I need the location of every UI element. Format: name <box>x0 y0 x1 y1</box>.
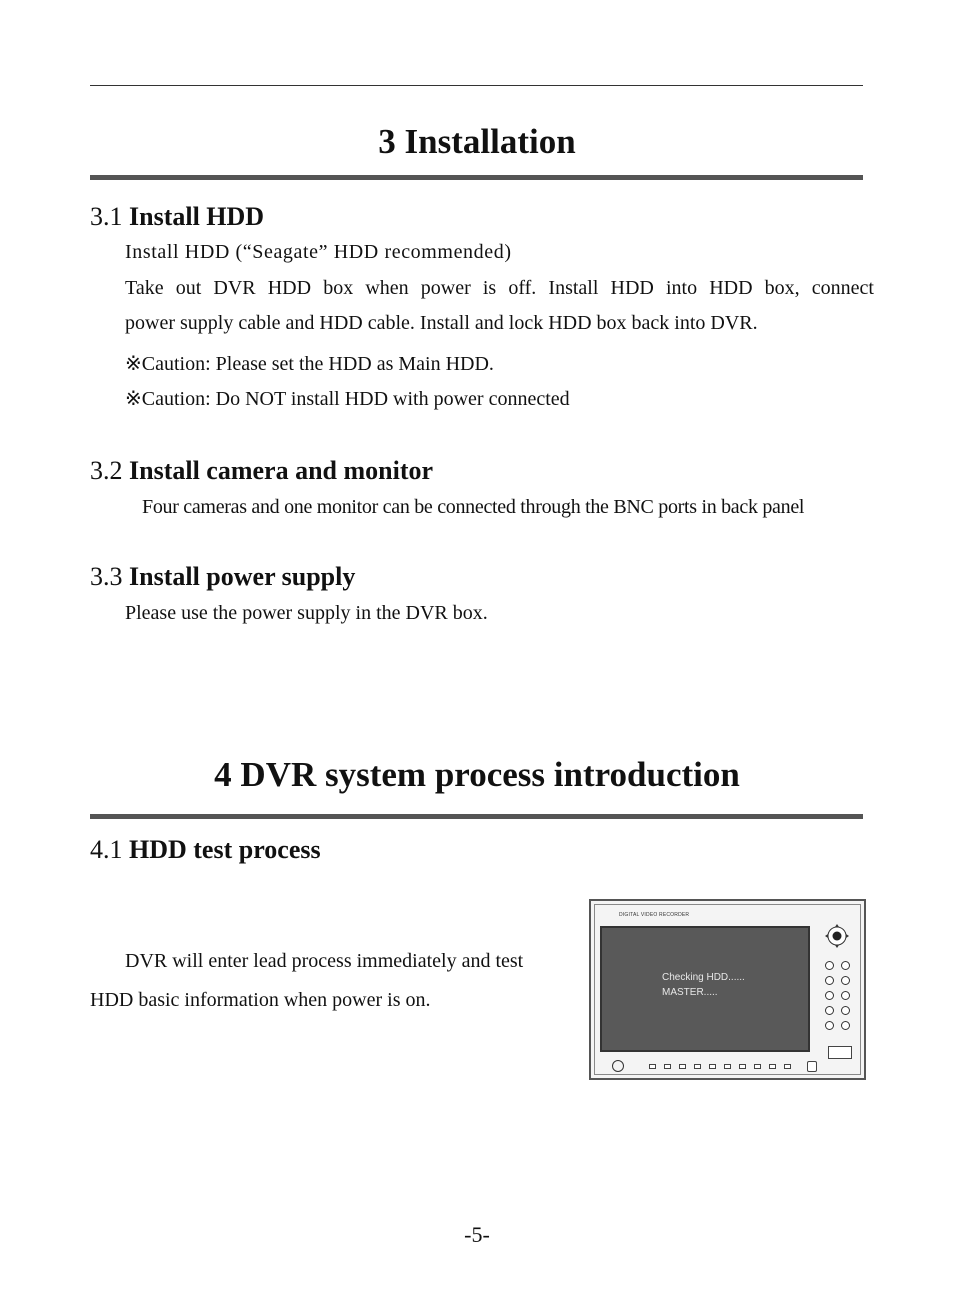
s31-line-1: Install HDD (“Seagate” HDD recommended) <box>125 241 512 263</box>
panel-button <box>825 961 834 970</box>
usb-slot <box>828 1046 852 1059</box>
s41-line-2: HDD basic information when power is on. <box>90 989 431 1011</box>
section-3-2-heading <box>90 456 433 486</box>
s41-line-1: DVR will enter lead process immediately and test <box>125 950 524 972</box>
panel-button <box>841 961 850 970</box>
panel-button <box>841 1021 850 1030</box>
front-button <box>724 1064 731 1069</box>
section-title: HDD test process <box>129 835 321 864</box>
front-button <box>649 1064 656 1069</box>
section-number: 3.1 <box>90 202 123 231</box>
dpad-icon <box>824 923 850 949</box>
panel-button <box>825 1006 834 1015</box>
front-button <box>784 1064 791 1069</box>
header-rule <box>90 85 863 86</box>
s33-text: Please use the power supply in the DVR box. <box>125 602 488 624</box>
dvr-screen <box>600 926 810 1052</box>
panel-button <box>825 991 834 1000</box>
section-number: 3.2 <box>90 456 123 485</box>
section-3-1-heading <box>90 202 264 232</box>
front-button <box>664 1064 671 1069</box>
caution-2: ※Caution: Do NOT install HDD with power connected <box>125 388 570 410</box>
s32-text: Four cameras and one monitor can be connected through the BNC ports in back panel <box>142 496 805 518</box>
front-button <box>739 1064 746 1069</box>
section-title: Install power supply <box>129 562 356 591</box>
power-icon <box>612 1060 624 1072</box>
section-4-1-heading <box>90 835 321 865</box>
screen-line-1: Checking HDD...... <box>662 972 745 983</box>
front-button <box>679 1064 686 1069</box>
panel-button <box>825 1021 834 1030</box>
dvr-figure <box>589 899 866 1080</box>
chapter-4-title: 4 DVR system process introduction <box>214 755 740 794</box>
chapter-4-rule <box>90 814 863 819</box>
page-number: -5- <box>464 1222 490 1247</box>
section-number: 3.3 <box>90 562 123 591</box>
front-button <box>754 1064 761 1069</box>
panel-button <box>841 1006 850 1015</box>
caution-1: ※Caution: Please set the HDD as Main HDD. <box>125 353 494 375</box>
s31-line-3: power supply cable and HDD cable. Install and lock HDD box back into DVR. <box>125 312 758 334</box>
screen-line-2: MASTER..... <box>662 987 718 998</box>
front-square-button <box>807 1061 817 1072</box>
section-number: 4.1 <box>90 835 123 864</box>
section-title: Install HDD <box>129 202 265 231</box>
chapter-3-title: 3 Installation <box>378 122 576 161</box>
panel-button <box>841 991 850 1000</box>
front-button <box>694 1064 701 1069</box>
s31-line-2: Take out DVR HDD box when power is off. Install HDD into HDD box, connect <box>125 277 874 299</box>
dvr-brand-label: DIGITAL VIDEO RECORDER <box>619 912 690 918</box>
front-button <box>709 1064 716 1069</box>
panel-button <box>841 976 850 985</box>
front-button <box>769 1064 776 1069</box>
chapter-3-rule <box>90 175 863 180</box>
section-3-3-heading <box>90 562 355 592</box>
section-title: Install camera and monitor <box>129 456 434 485</box>
panel-button <box>825 976 834 985</box>
